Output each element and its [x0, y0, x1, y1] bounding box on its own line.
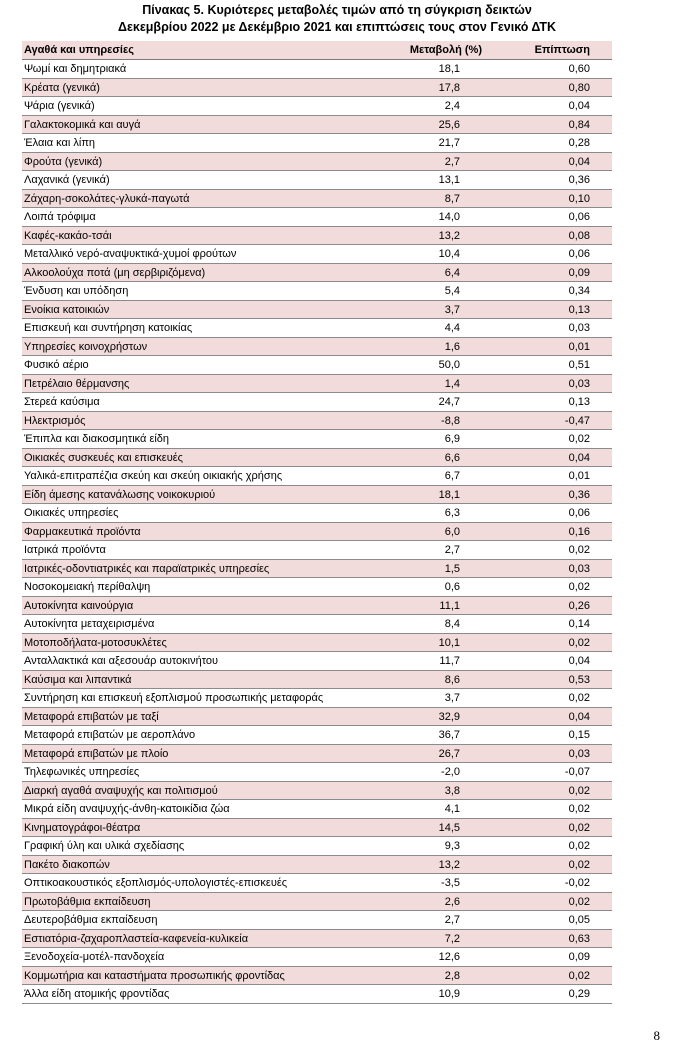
row-change-percent: 2,6: [444, 895, 460, 908]
row-change-percent: 6,0: [444, 525, 460, 538]
row-item-name: Φυσικό αέριο: [24, 359, 89, 371]
row-change-percent: 8,6: [444, 673, 460, 686]
table-row: [22, 893, 612, 912]
row-change-percent: 2,7: [444, 155, 460, 168]
row-impact: 0,34: [568, 285, 590, 297]
row-item-name: Ένδυση και υπόδηση: [24, 285, 129, 297]
row-item-name: Ηλεκτρισμός: [24, 414, 86, 427]
table-row: [22, 375, 612, 394]
table-row: [22, 97, 612, 116]
table-row: [22, 652, 612, 671]
row-change-percent: 13,1: [438, 174, 460, 186]
row-item-name: Γραφική ύλη και υλικά σχεδίασης: [24, 840, 185, 852]
row-change-percent: 3,8: [444, 784, 460, 797]
row-impact: 0,15: [568, 729, 590, 741]
row-change-percent: 6,9: [444, 433, 460, 445]
row-change-percent: 7,2: [444, 932, 460, 945]
row-impact: 0,06: [568, 248, 590, 260]
row-item-name: Οικιακές υπηρεσίες: [24, 507, 119, 519]
row-impact: 0,03: [568, 562, 590, 575]
table-title: [0, 2, 674, 36]
row-change-percent: 10,4: [438, 248, 460, 260]
table-row: [22, 412, 612, 431]
row-item-name: Μοτοποδήλατα-μοτοσυκλέτες: [24, 636, 167, 649]
table-row: [22, 578, 612, 597]
table-body: [22, 60, 612, 1004]
row-item-name: Πακέτο διακοπών: [24, 858, 110, 871]
row-change-percent: 13,2: [438, 858, 460, 871]
row-change-percent: 13,2: [438, 229, 460, 242]
header-goods-services: Αγαθά και υπηρεσίες: [24, 44, 134, 56]
row-impact: 0,04: [568, 655, 590, 667]
row-item-name: Μεταλλικό νερό-αναψυκτικά-χυμοί φρούτων: [24, 248, 237, 260]
table-row: [22, 319, 612, 338]
table-row: [22, 264, 612, 283]
row-impact: 0,51: [568, 359, 590, 371]
row-item-name: Φαρμακευτικά προϊόντα: [24, 525, 141, 538]
table-row: [22, 190, 612, 209]
table-title-line2: Δεκεμβρίου 2022 με Δεκέμβριο 2021 και επιπτώσεις τους στον Γενικό ΔΤΚ: [117, 20, 557, 34]
table-row: [22, 689, 612, 708]
row-impact: 0,03: [568, 377, 590, 390]
table-row: [22, 560, 612, 579]
table-row: [22, 116, 612, 135]
row-item-name: Μικρά είδη αναψυχής-άνθη-κατοικίδια ζώα: [24, 803, 230, 815]
row-impact: 0,05: [568, 914, 590, 926]
row-impact: 0,01: [568, 340, 590, 353]
table-row: [22, 227, 612, 246]
row-item-name: Μεταφορά επιβατών με πλοίο: [24, 747, 169, 760]
row-change-percent: 17,8: [438, 81, 460, 94]
table-row: [22, 134, 612, 153]
table-row: [22, 356, 612, 375]
row-change-percent: 4,1: [444, 803, 460, 815]
row-item-name: Έλαια και λίπη: [24, 137, 96, 149]
row-change-percent: 2,7: [444, 544, 460, 556]
row-impact: 0,36: [568, 174, 590, 186]
table-title-line1: Πίνακας 5. Κυριότερες μεταβολές τιμών από τη σύγκριση δεικτών: [142, 3, 532, 17]
row-item-name: Επισκευή και συντήρηση κατοικίας: [24, 322, 193, 334]
table-row: [22, 597, 612, 616]
row-impact: 0,04: [568, 451, 590, 464]
table-row: [22, 708, 612, 727]
header-change-percent: Μεταβολή (%): [409, 44, 482, 56]
row-change-percent: 26,7: [438, 747, 460, 760]
table-row: [22, 208, 612, 227]
row-impact: 0,01: [568, 470, 590, 482]
row-impact: 0,04: [568, 100, 590, 112]
row-change-percent: 25,6: [438, 118, 460, 131]
table-row: [22, 819, 612, 838]
table-row: [22, 874, 612, 893]
table-row: [22, 967, 612, 986]
row-item-name: Αυτοκίνητα μεταχειρισμένα: [24, 618, 155, 630]
table-row: [22, 60, 612, 79]
row-impact: 0,02: [568, 581, 590, 593]
table-row: [22, 541, 612, 560]
row-change-percent: 6,4: [444, 266, 460, 279]
table-row: [22, 523, 612, 542]
row-change-percent: 50,0: [438, 359, 460, 371]
row-change-percent: 10,9: [438, 988, 460, 1000]
table-row: [22, 856, 612, 875]
row-impact: 0,63: [568, 932, 590, 945]
table-row: [22, 430, 612, 449]
table-row: [22, 763, 612, 782]
row-item-name: Είδη άμεσης κατανάλωσης νοικοκυριού: [24, 488, 216, 501]
row-item-name: Τηλεφωνικές υπηρεσίες: [24, 766, 140, 778]
row-change-percent: 1,4: [444, 377, 460, 390]
row-impact: 0,09: [568, 266, 590, 279]
page-number: 8: [653, 1028, 660, 1043]
row-change-percent: 2,8: [444, 969, 460, 982]
row-impact: 0,06: [568, 211, 590, 223]
table-row: [22, 282, 612, 301]
row-item-name: Διαρκή αγαθά αναψυχής και πολιτισμού: [24, 784, 218, 797]
row-change-percent: 24,7: [438, 396, 460, 408]
row-change-percent: 1,6: [444, 340, 460, 353]
row-impact: 0,02: [568, 433, 590, 445]
table-row: [22, 467, 612, 486]
row-impact: 0,04: [568, 155, 590, 168]
row-impact: 0,13: [568, 303, 590, 316]
header-impact: Επίπτωση: [534, 44, 590, 56]
row-item-name: Ιατρικά προϊόντα: [24, 544, 106, 556]
row-change-percent: 2,7: [444, 914, 460, 926]
table-row: [22, 245, 612, 264]
row-item-name: Λαχανικά (γενικά): [24, 174, 110, 186]
row-change-percent: 5,4: [444, 285, 460, 297]
row-item-name: Στερεά καύσιμα: [24, 396, 100, 408]
row-item-name: Ψάρια (γενικά): [24, 100, 95, 112]
row-impact: 0,06: [568, 507, 590, 519]
table-row: [22, 671, 612, 690]
row-item-name: Ψωμί και δημητριακά: [24, 63, 127, 75]
table-row: [22, 301, 612, 320]
row-item-name: Πρωτοβάθμια εκπαίδευση: [24, 895, 151, 908]
row-impact: 0,84: [568, 118, 590, 131]
row-impact: 0,02: [568, 858, 590, 871]
row-change-percent: 8,4: [444, 618, 460, 630]
row-impact: 0,09: [568, 951, 590, 963]
row-impact: 0,28: [568, 137, 590, 149]
row-impact: 0,08: [568, 229, 590, 242]
table-row: [22, 800, 612, 819]
row-item-name: Μεταφορά επιβατών με ταξί: [24, 710, 159, 723]
row-item-name: Δευτεροβάθμια εκπαίδευση: [24, 914, 158, 926]
row-change-percent: 14,5: [438, 821, 460, 834]
row-item-name: Κρέατα (γενικά): [24, 81, 100, 94]
row-item-name: Ξενοδοχεία-μοτέλ-πανδοχεία: [24, 951, 165, 963]
row-impact: 0,02: [568, 692, 590, 704]
table-row: [22, 393, 612, 412]
row-change-percent: 10,1: [438, 636, 460, 649]
row-item-name: Ενοίκια κατοικιών: [24, 303, 110, 316]
row-item-name: Κομμωτήρια και καταστήματα προσωπικής φροντίδας: [24, 969, 285, 982]
row-change-percent: 1,5: [444, 562, 460, 575]
row-item-name: Οπτικοακουστικός εξοπλισμός-υπολογιστές-επισκευές: [24, 877, 288, 889]
row-impact: -0,02: [564, 877, 590, 889]
row-item-name: Συντήρηση και επισκευή εξοπλισμού προσωπικής μεταφοράς: [24, 692, 324, 704]
table-row: [22, 153, 612, 172]
table-row: [22, 449, 612, 468]
row-item-name: Καφές-κακάο-τσάι: [24, 229, 112, 242]
row-impact: 0,26: [568, 599, 590, 612]
row-impact: 0,02: [568, 803, 590, 815]
row-impact: 0,03: [568, 747, 590, 760]
row-change-percent: -8,8: [441, 414, 460, 427]
row-change-percent: 4,4: [444, 322, 460, 334]
table-row: [22, 837, 612, 856]
row-change-percent: 11,1: [439, 599, 460, 612]
row-change-percent: 3,7: [444, 303, 460, 316]
row-item-name: Εστιατόρια-ζαχαροπλαστεία-καφενεία-κυλικεία: [24, 932, 249, 945]
row-change-percent: 32,9: [438, 710, 460, 723]
row-impact: 0,03: [568, 322, 590, 334]
table-row: [22, 171, 612, 190]
price-changes-table: [22, 41, 612, 1004]
row-change-percent: -3,5: [441, 877, 460, 889]
row-item-name: Νοσοκομειακή περίθαλψη: [24, 581, 151, 593]
row-impact: 0,14: [568, 618, 590, 630]
row-change-percent: 6,7: [444, 470, 460, 482]
row-impact: 0,02: [568, 784, 590, 797]
row-impact: 0,02: [568, 544, 590, 556]
row-change-percent: -2,0: [441, 766, 460, 778]
table-row: [22, 782, 612, 801]
row-change-percent: 6,6: [444, 451, 460, 464]
row-item-name: Υαλικά-επιτραπέζια σκεύη και σκεύη οικιακής χρήσης: [24, 470, 283, 482]
table-row: [22, 486, 612, 505]
row-item-name: Οικιακές συσκευές και επισκευές: [24, 451, 183, 464]
table-row: [22, 930, 612, 949]
row-change-percent: 8,7: [444, 192, 460, 205]
row-impact: 0,02: [568, 840, 590, 852]
row-impact: 0,04: [568, 710, 590, 723]
table-row: [22, 504, 612, 523]
row-change-percent: 3,7: [444, 692, 460, 704]
row-item-name: Αλκοολούχα ποτά (μη σερβιριζόμενα): [24, 266, 206, 279]
row-impact: -0,47: [564, 414, 590, 427]
row-item-name: Ζάχαρη-σοκολάτες-γλυκά-παγωτά: [24, 192, 190, 205]
row-item-name: Υπηρεσίες κοινοχρήστων: [24, 340, 148, 353]
row-impact: 0,13: [568, 396, 590, 408]
row-item-name: Γαλακτοκομικά και αυγά: [24, 118, 141, 131]
row-impact: 0,80: [568, 81, 590, 94]
row-item-name: Έπιπλα και διακοσμητικά είδη: [24, 433, 170, 445]
row-impact: 0,02: [568, 636, 590, 649]
table-header-row: [22, 41, 612, 60]
row-item-name: Πετρέλαιο θέρμανσης: [24, 377, 130, 390]
row-item-name: Κινηματογράφοι-θέατρα: [24, 821, 141, 834]
row-item-name: Φρούτα (γενικά): [24, 155, 103, 168]
row-change-percent: 21,7: [438, 137, 460, 149]
row-item-name: Καύσιμα και λιπαντικά: [24, 673, 132, 686]
table-row: [22, 634, 612, 653]
table-row: [22, 338, 612, 357]
row-impact: 0,53: [568, 673, 590, 686]
row-impact: 0,02: [568, 895, 590, 908]
row-impact: 0,16: [568, 525, 590, 538]
row-change-percent: 0,6: [444, 581, 460, 593]
row-impact: 0,02: [568, 969, 590, 982]
table-row: [22, 985, 612, 1004]
row-item-name: Ανταλλακτικά και αξεσουάρ αυτοκινήτου: [24, 655, 219, 667]
table-row: [22, 745, 612, 764]
row-change-percent: 2,4: [444, 100, 460, 112]
row-item-name: Άλλα είδη ατομικής φροντίδας: [24, 988, 170, 1000]
row-impact: 0,10: [568, 192, 590, 205]
row-impact: -0,07: [564, 766, 590, 778]
row-item-name: Λοιπά τρόφιμα: [24, 211, 96, 223]
table-row: [22, 79, 612, 98]
row-item-name: Ιατρικές-οδοντιατρικές και παραϊατρικές υπηρεσίες: [24, 562, 270, 575]
row-change-percent: 18,1: [438, 63, 460, 75]
row-change-percent: 12,6: [438, 951, 460, 963]
row-change-percent: 18,1: [438, 488, 460, 501]
row-impact: 0,29: [568, 988, 590, 1000]
row-change-percent: 6,3: [444, 507, 460, 519]
row-change-percent: 9,3: [444, 840, 460, 852]
row-change-percent: 14,0: [438, 211, 460, 223]
row-item-name: Μεταφορά επιβατών με αεροπλάνο: [24, 729, 196, 741]
row-item-name: Αυτοκίνητα καινούργια: [24, 599, 134, 612]
table-row: [22, 726, 612, 745]
table-row: [22, 948, 612, 967]
row-impact: 0,02: [568, 821, 590, 834]
row-change-percent: 11,7: [439, 655, 460, 667]
row-change-percent: 36,7: [438, 729, 460, 741]
table-row: [22, 911, 612, 930]
table-row: [22, 615, 612, 634]
row-impact: 0,36: [568, 488, 590, 501]
row-impact: 0,60: [568, 63, 590, 75]
